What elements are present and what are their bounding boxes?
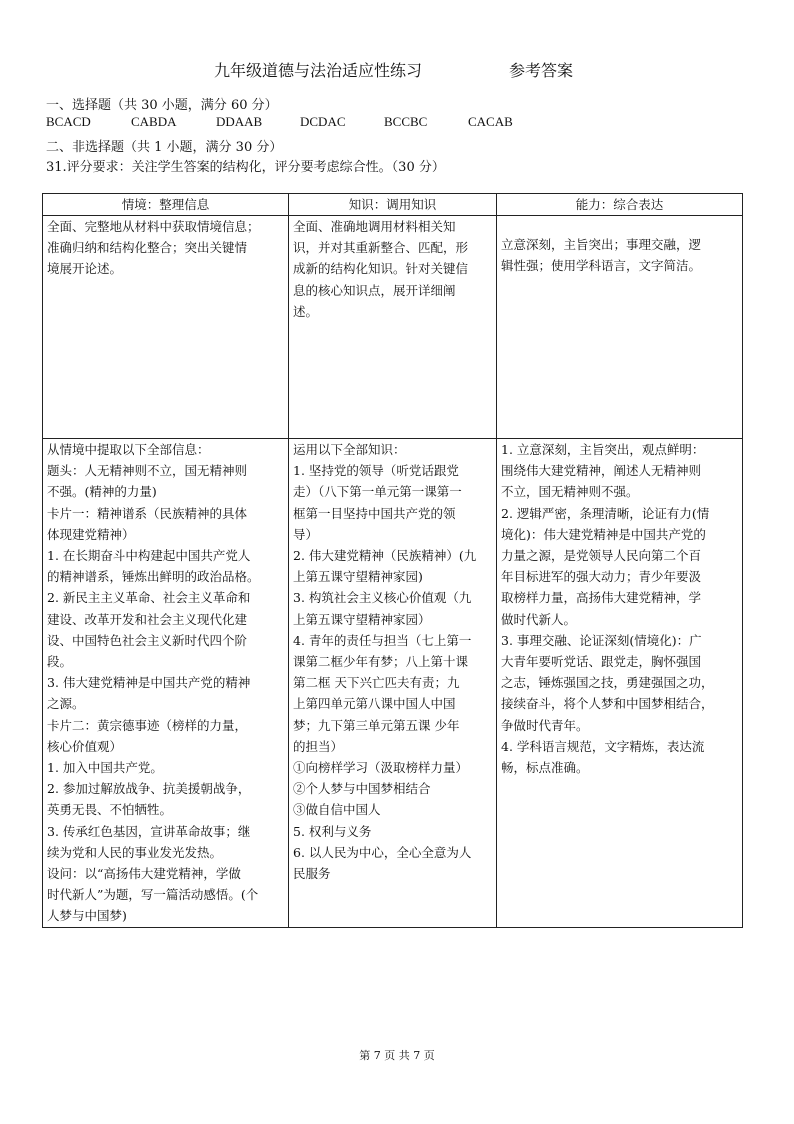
cell-text-line: 2. 新民主主义革命、社会主义革命和 bbox=[47, 590, 251, 606]
cell-text-line: 4. 青年的责任与担当（七上第一 bbox=[293, 632, 472, 648]
table-header-row bbox=[43, 194, 743, 216]
cell-text-line: 全面、完整地从材料中获取情境信息； bbox=[47, 219, 260, 234]
cell-text-line: 英勇无畏、不怕牺牲。 bbox=[47, 802, 173, 818]
cell-text-line: 成新的结构化知识。针对关键信 bbox=[293, 261, 469, 277]
answer-group: CACAB bbox=[468, 114, 513, 129]
cell-text-line: 卡片二：黄宗德事迹（榜样的力量， bbox=[47, 717, 248, 733]
cell-text-line: 准确归纳和结构化整合；突出关键情 bbox=[47, 240, 248, 256]
cell-text-line: 框第一目坚持中国共产党的领 bbox=[293, 505, 456, 521]
cell-text-line: 段。 bbox=[47, 654, 73, 670]
cell-text-line: 的担当） bbox=[293, 738, 344, 754]
page-subtitle: 参考答案 bbox=[509, 61, 574, 80]
cell-text-line: 6. 以人民为中心，全心全意为人 bbox=[293, 844, 472, 860]
cell-text-line: 境化)：伟大建党精神是中国共产党的 bbox=[501, 526, 706, 542]
cell-text-line: 立意深刻，主旨突出；事理交融，逻 bbox=[501, 237, 702, 252]
cell-text-line: 力量之源，是党领导人民向第二个百 bbox=[501, 548, 702, 564]
scoring-rubric-table bbox=[42, 193, 743, 928]
cell-text-line: 题头：人无精神则不立，国无精神则 bbox=[47, 463, 248, 479]
cell-text-line: 走）（八下第一单元第一课第一 bbox=[293, 484, 462, 500]
answer-key-row bbox=[46, 114, 746, 132]
cell-text-line: ②个人梦与中国梦相结合 bbox=[293, 781, 431, 797]
cell-text-line: 核心价值观） bbox=[47, 738, 123, 754]
cell-text-line: 争做时代青年。 bbox=[501, 717, 589, 733]
cell-text-line: 大青年要听党话、跟党走，胸怀强国 bbox=[501, 654, 702, 670]
cell-text-line: 1. 坚持党的领导（听党话跟党 bbox=[293, 463, 459, 479]
answer-group: DCDAC bbox=[300, 114, 346, 129]
cell-text-line: 2. 伟大建党精神（民族精神）(九 bbox=[293, 548, 477, 564]
cell-text-line: 年目标进军的强大动力；青少年要汲 bbox=[501, 569, 702, 585]
cell-text-line: 上第五课守望精神家园) bbox=[293, 569, 423, 585]
answer-group: BCACD bbox=[46, 114, 91, 129]
cell-text-line: 之志，锤炼强国之技，勇建强国之功， bbox=[501, 675, 714, 691]
cell-text-line: 上第五课守望精神家园） bbox=[293, 611, 431, 627]
page-title: 九年级道德与法治适应性练习 bbox=[214, 61, 423, 80]
cell-text-line: 3. 事理交融、论证深刻(情境化)：广 bbox=[501, 632, 702, 648]
cell-text-line: 续为党和人民的事业发光发热。 bbox=[47, 844, 223, 860]
cell-text-line: 围绕伟大建党精神，阐述人无精神则 bbox=[501, 463, 702, 479]
cell-text-line: 设问：以“高扬伟大建党精神，学做 bbox=[47, 866, 241, 882]
cell-text-line: 第二框 天下兴亡匹夫有责；九 bbox=[293, 675, 460, 691]
cell-text-line: 不立，国无精神则不强。 bbox=[501, 484, 639, 500]
cell-text-line: ③做自信中国人 bbox=[293, 802, 381, 818]
cell-text-line: 的精神谱系，锤炼出鲜明的政治品格。 bbox=[47, 569, 260, 585]
header-knowledge: 知识：调用知识 bbox=[289, 194, 497, 216]
cell-text-line: 上第四单元第八课中国人中国 bbox=[293, 696, 456, 712]
cell-text-line: 建设、改革开发和社会主义现代化建 bbox=[47, 611, 248, 627]
cell-text-line: 息的核心知识点，展开详细阐 bbox=[293, 282, 456, 298]
cell-text-line: 从情境中提取以下全部信息： bbox=[47, 442, 210, 457]
cell-detail-situation bbox=[43, 439, 289, 928]
cell-text-line: 辑性强；使用学科语言，文字简洁。 bbox=[501, 258, 702, 274]
cell-text-line: 梦；九下第三单元第五课 少年 bbox=[293, 717, 460, 733]
cell-criteria-situation bbox=[43, 216, 289, 439]
cell-text-line: 2. 逻辑严密，条理清晰，论证有力(情 bbox=[501, 505, 710, 521]
cell-text-line: 3. 构筑社会主义核心价值观（九 bbox=[293, 590, 472, 606]
cell-detail-ability bbox=[497, 439, 743, 928]
q31-scoring-note: 31.评分要求：关注学生答案的结构化，评分要考虑综合性。（30 分） bbox=[46, 160, 445, 175]
table-row bbox=[43, 439, 743, 928]
cell-text-line: 做时代新人。 bbox=[501, 611, 577, 627]
cell-text-line: 4. 学科语言规范，文字精炼，表达流 bbox=[501, 738, 705, 754]
cell-criteria-knowledge bbox=[289, 216, 497, 439]
cell-text-line: 3. 伟大建党精神是中国共产党的精神 bbox=[47, 675, 251, 691]
cell-text-line: 1. 立意深刻，主旨突出，观点鲜明： bbox=[501, 442, 705, 457]
section1-heading: 一、选择题（共 30 小题，满分 60 分） bbox=[46, 98, 278, 113]
cell-text-line: 全面、准确地调用材料相关知 bbox=[293, 219, 456, 234]
cell-criteria-ability bbox=[497, 216, 743, 439]
cell-text-line: 课第二框少年有梦；八上第十课 bbox=[293, 654, 469, 670]
cell-text-line: 人梦与中国梦) bbox=[47, 908, 127, 924]
cell-text-line: 体现建党精神） bbox=[47, 526, 135, 542]
cell-text-line: 畅，标点准确。 bbox=[501, 760, 589, 776]
cell-text-line: 2. 参加过解放战争、抗美援朝战争， bbox=[47, 781, 251, 797]
cell-text-line: 3. 传承红色基因，宣讲革命故事；继 bbox=[47, 823, 251, 839]
table-row bbox=[43, 216, 743, 439]
cell-text-line: 述。 bbox=[293, 303, 319, 319]
cell-text-line: 识，并对其重新整合、匹配，形 bbox=[293, 240, 469, 256]
header-ability: 能力：综合表达 bbox=[497, 194, 743, 216]
page-number: 第 7 页 共 7 页 bbox=[359, 1049, 435, 1062]
answer-group: BCCBC bbox=[384, 114, 428, 129]
cell-text-line: 民服务 bbox=[293, 866, 331, 882]
cell-text-line: 设、中国特色社会主义新时代四个阶 bbox=[47, 632, 248, 648]
cell-text-line: 导） bbox=[293, 526, 319, 542]
cell-text-line: 境展开论述。 bbox=[47, 261, 123, 277]
cell-text-line: 1. 加入中国共产党。 bbox=[47, 760, 163, 776]
answer-group: CABDA bbox=[131, 114, 177, 129]
cell-text-line: 运用以下全部知识： bbox=[293, 442, 406, 457]
cell-text-line: 1. 在长期奋斗中构建起中国共产党人 bbox=[47, 548, 251, 564]
cell-text-line: 不强。(精神的力量) bbox=[47, 484, 157, 500]
cell-detail-knowledge bbox=[289, 439, 497, 928]
cell-text-line: 时代新人”为题，写一篇活动感悟。(个 bbox=[47, 887, 259, 903]
cell-text-line: 卡片一：精神谱系（民族精神的具体 bbox=[47, 505, 248, 521]
header-situation: 情境：整理信息 bbox=[43, 194, 289, 216]
cell-text-line: 接续奋斗，将个人梦和中国梦相结合， bbox=[501, 696, 714, 712]
cell-text-line: 5. 权利与义务 bbox=[293, 823, 372, 839]
cell-text-line: 取榜样力量，高扬伟大建党精神，学 bbox=[501, 590, 702, 606]
answer-group: DDAAB bbox=[216, 114, 263, 129]
cell-text-line: ①向榜样学习（汲取榜样力量） bbox=[293, 760, 469, 776]
section2-heading: 二、非选择题（共 1 小题，满分 30 分） bbox=[46, 140, 283, 155]
title-row bbox=[0, 58, 794, 82]
cell-text-line: 之源。 bbox=[47, 696, 85, 712]
